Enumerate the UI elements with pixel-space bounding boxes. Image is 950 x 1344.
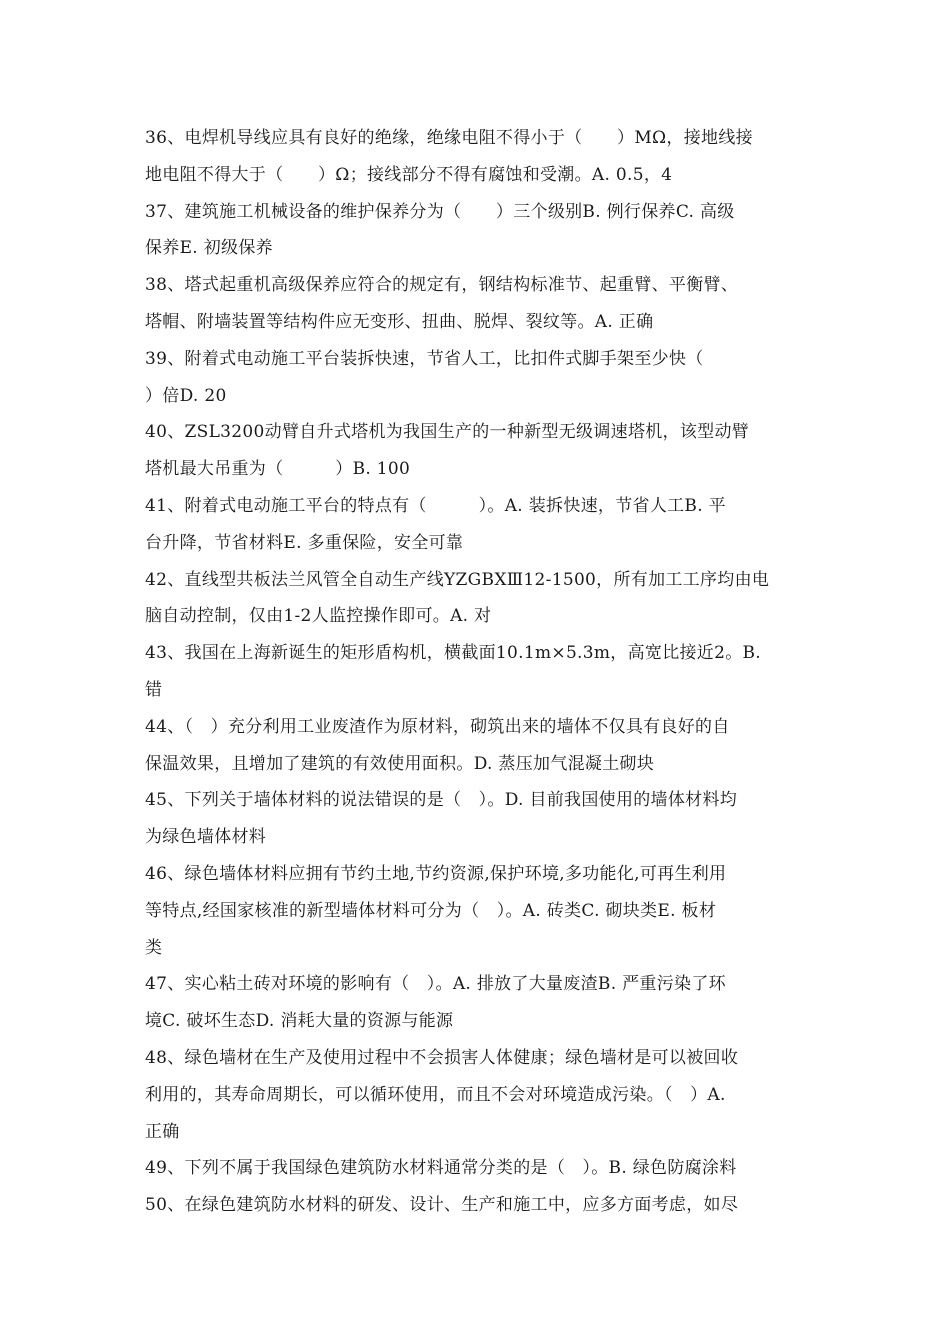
text-line: 45、下列关于墙体材料的说法错误的是（ ）。D. 目前我国使用的墙体材料均 — [145, 790, 738, 811]
text-line: 43、我国在上海新诞生的矩形盾构机，横截面10.1m×5.3m，高宽比接近2。B. — [145, 643, 762, 664]
text-line: 40、ZSL3200动臂自升式塔机为我国生产的一种新型无级调速塔机，该型动臂 — [145, 422, 750, 443]
text-line: 49、下列不属于我国绿色建筑防水材料通常分类的是（ ）。B. 绿色防腐涂料 — [145, 1158, 737, 1179]
text-line: 脑自动控制，仅由1-2人监控操作即可。A. 对 — [145, 606, 492, 627]
text-line: 48、绿色墙材在生产及使用过程中不会损害人体健康；绿色墙材是可以被回收 — [145, 1047, 739, 1068]
text-line: 41、附着式电动施工平台的特点有（ ）。A. 装拆快速，节省人工B. 平 — [145, 495, 726, 516]
text-line: 为绿色墙体材料 — [145, 827, 267, 848]
text-line: 利用的，其寿命周期长，可以循环使用，而且不会对环境造成污染。（ ）A. — [145, 1084, 726, 1105]
document-body — [145, 120, 810, 1224]
text-line: 38、塔式起重机高级保养应符合的规定有，钢结构标准节、起重臂、平衡臂、 — [145, 275, 739, 296]
text-line: 37、建筑施工机械设备的维护保养分为（ ）三个级别B. 例行保养C. 高级 — [145, 201, 735, 222]
text-line: 保温效果，且增加了建筑的有效使用面积。D. 蒸压加气混凝土砌块 — [145, 753, 655, 774]
text-line: 塔帽、附墙装置等结构件应无变形、扭曲、脱焊、裂纹等。A. 正确 — [145, 311, 654, 332]
text-line: 保养E. 初级保养 — [145, 238, 273, 259]
text-line: 等特点,经国家核准的新型墙体材料可分为（ ）。A. 砖类C. 砌块类E. 板材 — [145, 900, 717, 921]
text-line: 42、直线型共板法兰风管全自动生产线YZGBXⅢ12-1500，所有加工工序均由电 — [145, 569, 770, 590]
text-line: 50、在绿色建筑防水材料的研发、设计、生产和施工中，应多方面考虑，如尽 — [145, 1195, 739, 1216]
text-line: 46、绿色墙体材料应拥有节约土地,节约资源,保护环境,多功能化,可再生利用 — [145, 863, 727, 884]
text-line: 台升降，节省材料E. 多重保险，安全可靠 — [145, 532, 464, 553]
text-line: 正确 — [145, 1121, 180, 1142]
text-line: 44、（ ）充分利用工业废渣作为原材料，砌筑出来的墙体不仅具有良好的自 — [145, 716, 730, 737]
text-line: 错 — [145, 679, 163, 700]
text-line: 地电阻不得大于（ ）Ω；接线部分不得有腐蚀和受潮。A. 0.5，4 — [145, 164, 673, 185]
text-line: 境C. 破坏生态D. 消耗大量的资源与能源 — [145, 1011, 454, 1032]
text-line: ）倍D. 20 — [145, 385, 227, 406]
text-line: 39、附着式电动施工平台装拆快速，节省人工，比扣件式脚手架至少快（ — [145, 348, 704, 369]
text-line: 类 — [145, 937, 163, 958]
text-line: 36、电焊机导线应具有良好的绝缘，绝缘电阻不得小于（ ）MΩ，接地线接 — [145, 128, 753, 148]
text-line: 47、实心粘土砖对环境的影响有（ ）。A. 排放了大量废渣B. 严重污染了环 — [145, 974, 726, 995]
text-line: 塔机最大吊重为（ ）B. 100 — [145, 459, 411, 480]
